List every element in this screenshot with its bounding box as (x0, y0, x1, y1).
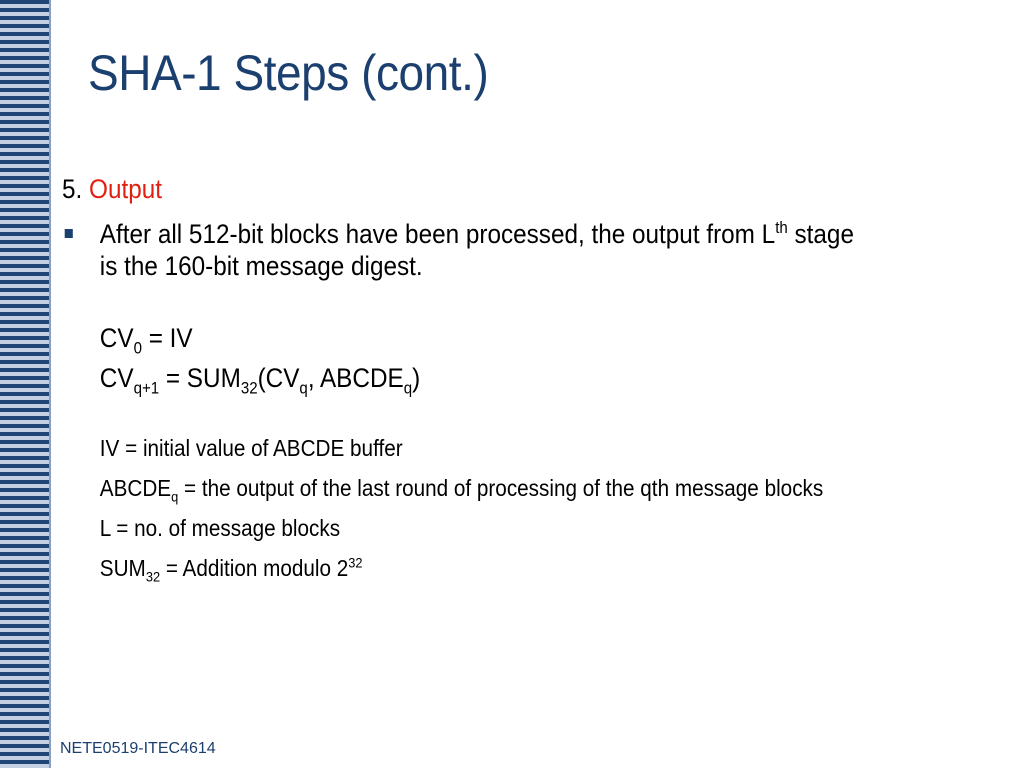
definition-l: L = no. of message blocks (99, 515, 341, 541)
definition-sum: $SUM_{32}$ = Addition modulo $2^{32}$ (99, 555, 363, 586)
formula-cvq: $CV_{q+1} = SUM_{32}(CV_q$, $ABCDE_q$) (99, 363, 421, 398)
section-number: 5. (62, 174, 83, 204)
section-title: Output (89, 174, 162, 204)
definition-abcde: $ABCDE_q$ = the output of the last round of processing of the qth message blocks (99, 475, 824, 506)
bullet-text: After all 512-bit blocks have been processed, the output from Lth stage is the 160-bit message digest. (99, 218, 854, 281)
side-decoration-edge (49, 0, 51, 768)
side-decoration-stripe (0, 0, 49, 768)
square-bullet-icon (65, 229, 73, 238)
formula-cv0: $CV_0$ = IV (99, 323, 193, 358)
bullet-item (62, 218, 872, 282)
definition-iv: IV = initial value of ABCDE buffer (99, 435, 403, 461)
slide-content (62, 172, 872, 588)
slide-title: SHA-1 Steps (cont.) (88, 45, 489, 101)
section-heading (62, 172, 872, 206)
slide-footer: NETE0519-ITEC4614 (60, 740, 216, 757)
